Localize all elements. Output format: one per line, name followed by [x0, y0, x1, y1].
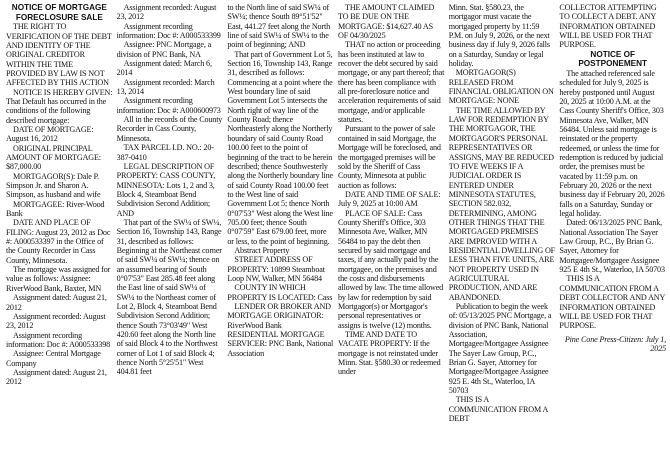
notice-paragraph: THE TIME ALLOWED BY LAW FOR REDEMPTION BY THE MORTGAGOR, THE MORTGAGOR'S PERSONAL REPRESENTATIVES OR ASSIGNS, MAY BE REDUCED TO FIVE WEEKS IF A JUDICIAL ORDER IS ENTERED UNDER MINNESOTA STATUTES, SECTION 582.032, DETERMINING, AMONG OTHER THINGS THAT THE MORTGAGED PREMISES ARE IMPROVED WITH A RESIDENTIAL DWELLING OF LESS THAN FIVE UNITS, ARE NOT PROPERTY USED IN AGRICULTURAL PRODUCTION, AND ARE ABANDONED. [448, 105, 556, 302]
notice-paragraph: THE AMOUNT CLAIMED TO BE DUE ON THE MORTGAGE: $14,627.40 AS OF 04/30/2025 [338, 3, 435, 41]
notice-column [117, 3, 224, 465]
notice-paragraph: Assignee: Central Mortgage Company [6, 349, 101, 368]
notice-paragraph: Publication to begin the week of: 05/13/2025 PNC Mortgage, a division of PNC Bank, National Association, Mortgagee/Mortgagee Assignee The Sayer Law Group, P.C., Brian G. Sayer, Attorney for Mortgagee/Mortgagee Assignee 925 E. 4th St., Waterloo, IA 50703 [448, 302, 552, 396]
notice-paragraph: Assignment dated: March 6, 2014 [116, 59, 212, 78]
notice-paragraph: The attached referenced sale scheduled for July 9, 2025 is hereby postponed until August 20, 2025 at 10:00 A.M. at the Cass County Sheriff's Office, 303 Minnesota Ave, Walker, MN 56484. Unless said mortgage is reinstated or the property redeemed, or unless the time for redemption is reduced by judicial order, the premises must be vacated by 11:59 p.m. on February 20, 2026 or the next business day if February 20, 2026 falls on a Saturday, Sunday or legal holiday. [559, 68, 665, 219]
notice-paragraph: That part of the SW¼ of SW¼, Section 16, Township 143, Range 31, described as follows: Beginning at the Northeast corner of said SW¼ of SW¼; thence on an assumed bearing of South 0°07'53" East 285.48 feet along the East line of said SW¼ of SW¼ to the Northeast corner of Lot 2, Block 4, Steamboat Bend Subdivision Second Addition; thence South 73°03'49" West 420.60 feet along the North line of said Block 4 to the Northwest corner of Lot 1 of said Block 4; thence North 5°25'51" West 404.81 feet [116, 217, 222, 377]
notice-paragraph: DATE AND PLACE OF FILING: August 23, 2012 as Doc #: A000533397 in the Office of the County Recorder in Cass County, Minnesota. [6, 218, 111, 265]
notice-paragraph: MORTGAGOR(S) RELEASED FROM FINANCIAL OBLIGATION ON MORTGAGE: NONE [448, 68, 554, 106]
notice-paragraph: Assignment recorded: August 23, 2012 [116, 3, 217, 22]
notice-column [227, 3, 334, 465]
notice-paragraph: THIS IS A COMMUNICATION FROM A DEBT [448, 395, 548, 424]
notice-paragraph: DATE AND TIME OF SALE: July 9, 2025 at 10:00 AM [338, 189, 441, 209]
notice-paragraph: All in the records of the County Recorder in Cass County, Minnesota. [116, 115, 223, 143]
notice-column [338, 3, 445, 465]
notice-paragraph: Assignment dated: August 21, 2012 [6, 367, 107, 387]
notice-paragraph: Assignment recording information: Doc #: A000600973 [116, 96, 221, 115]
notice-paragraph-continued: Minn. Stat. §580.23, the mortgagor must vacate the mortgaged property by 11:59 P.M. on July 9, 2026, or the next business day if July 9, 2026 falls on a Saturday, Sunday or legal holiday. [448, 3, 550, 69]
notice-paragraph: COUNTY IN WHICH PROPERTY IS LOCATED: Cass [227, 283, 333, 302]
notice-paragraph: Assignment recording information: Doc #: A000533399 [116, 21, 221, 41]
notice-paragraph: LEGAL DESCRIPTION OF PROPERTY: CASS COUNTY, MINNESOTA: Lots 1, 2 and 3, Block 4, Steamboat Bend Subdivision Second Addition; AND [116, 161, 216, 218]
notice-paragraph: NOTICE IS HEREBY GIVEN: That Default has occurred in the conditions of the following described mortgage: [6, 87, 113, 125]
notice-paragraph: MORTGAGOR(S): Dale P. Simpson Jr. and Sharon A. Simpson, as husband and wife [6, 171, 101, 200]
section-heading: NOTICE OF POSTPONEMENT [578, 49, 648, 69]
notice-paragraph: Assignment dated: August 21, 2012 [6, 293, 107, 312]
notice-paragraph: Assignee: PNC Mortgage, a division of PNC Bank, NA [116, 40, 212, 59]
section-heading: NOTICE OF MORTGAGE FORECLOSURE SALE [11, 3, 107, 22]
publication-credit: Pine Cone Press-Citizen: July 1, 2025 [564, 334, 667, 353]
notice-column [6, 3, 113, 465]
notice-paragraph: DATE OF MORTGAGE: August 16, 2012 [6, 124, 94, 144]
notice-paragraph: THAT no action or proceeding has been instituted at law to recover the debt secured by said mortgage, or any part thereof; that there has been compliance with all pre-foreclosure notice and acceleration requirements of said mortgage, and/or applicable statutes. [338, 40, 445, 125]
notice-paragraph: MORTGAGEE: River-Wood Bank [6, 199, 105, 219]
notice-column [559, 3, 666, 465]
notice-paragraph: Pursuant to the power of sale contained in said Mortgage, the Mortgage will be foreclosed, and the mortgaged premises will be sold by the Sheriff of Cass County, Minnesota at public auction as follows: [338, 124, 441, 190]
notice-paragraph: The mortgage was assigned for value as follows: Assignee: RiverWood Bank, Baxter, MN [6, 265, 111, 293]
notice-paragraph: Abstract Property [234, 245, 290, 255]
notice-paragraph: TIME AND DATE TO VACATE PROPERTY: If the mortgage is not reinstated under Minn. Stat. §580.30 or redeemed under [338, 330, 441, 377]
notice-paragraph: Assignment recorded: March 13, 2014 [116, 77, 215, 97]
notice-paragraph: STREET ADDRESS OF PROPERTY: 10899 Steamboat Loop NW, Walker, MN 56484 [227, 255, 325, 283]
notice-paragraph: LENDER OR BROKER AND MORTGAGE ORIGINATOR: RiverWood Bank RESIDENTIAL MORTGAGE SERVICER: PNC Bank, National Association [227, 302, 334, 358]
notice-paragraph: Assignment recorded: August 23, 2012 [6, 311, 106, 331]
notice-paragraph: Dated: 06/13/2025 PNC Bank, National Association The Sayer Law Group, P.C., By Brian G. Sayer, Attorney for Mortgagee/Mortgagee Assignee 925 E 4th St., Waterloo, IA 50703 [559, 218, 665, 275]
notice-paragraph: PLACE OF SALE: Cass County Sheriff's Office, 303 Minnesota Ave, Walker, MN 56484 to pay the debt then secured by said mortgage and taxes, if any actually paid by the mortgagee, on the premises and the costs and disbursements allowed by law. The time allowed by law for redemption by said Mortgagor(s) or Mortgagor's personal representatives or assigns is twelve (12) months. [338, 208, 444, 330]
notice-paragraph-continued: to the North line of said SW¼ of SW¼; thence South 89°51'52" East, 441.27 feet along the North line of said SW¼ of SW¼ to the point of beginning; AND [227, 3, 331, 50]
notice-paragraph: TAX PARCEL I.D. NO.: 20-387-0410 [116, 143, 214, 162]
notice-paragraph-continued: COLLECTOR ATTEMPTING TO COLLECT A DEBT. ANY INFORMATION OBTAINED WILL BE USED FOR THAT PURPOSE. [559, 3, 657, 50]
notice-column [449, 3, 556, 465]
notice-paragraph: ORIGINAL PRINCIPAL AMOUNT OF MORTGAGE: $87,000.00 [6, 143, 101, 172]
notice-paragraph: THE RIGHT TO VERIFICATION OF THE DEBT AND IDENTITY OF THE ORIGINAL CREDITOR WITHIN THE TIME PROVIDED BY LAW IS NOT AFFECTED BY THIS ACTION [6, 22, 112, 88]
notice-paragraph: That part of Government Lot 5, Section 16, Township 143, Range 31, described as follows: Commencing at a point where the West boundary line of said Government Lot 5 intersects the North right of way line of the County Road; thence Northeasterly along the Northerly boundary of said County Road 100.00 feet to the point of beginning of the tract to be herein described; thence Southwesterly along the Northerly boundary line of said County Road 100.00 feet to the West line of said Government Lot 5; thence North 0°07'53" West along the West line 705.00 feet; thence South 0°07'59" East 679.00 feet, more or less, to the point of beginning. [227, 49, 333, 246]
notice-paragraph: Assignment recording information: Doc #: A000533398 [6, 330, 111, 349]
notice-paragraph: THIS IS A COMMUNICATION FROM A DEBT COLLECTOR AND ANY INFORMATION OBTAINED WILL BE USED FOR THAT PURPOSE. [559, 274, 665, 331]
